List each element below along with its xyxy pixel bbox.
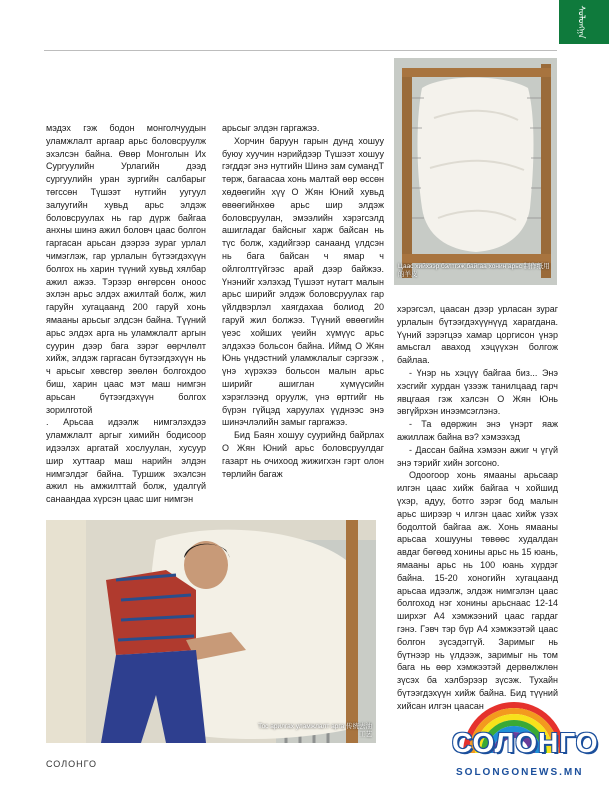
photo-caption-top: Цаас хийхээр бэлтгэж байгаа хонин арьс 制作纸用的羊皮 xyxy=(398,263,550,278)
article-column-3 xyxy=(397,303,558,713)
logo-url: SOLONGONEWS.MN xyxy=(456,767,584,778)
photo-caption-bottom: Тос арилгах уламжлалт арга 传统去油工艺 xyxy=(258,723,372,738)
paragraph: - Та өдөржин энэ үнэрт яаж ажиллаж байна вэ? хэмээхэд xyxy=(397,419,558,442)
paragraph: мэдэх гэж бодон монголчуудын уламжлалт аргаар арьс боловсруулж эхэлсэн байна. Өвөр Монголын Их Сургуулийн Урлагийн дээд сургуулийн уран зургийн салбарыг төгссөн Түшээт нутгийн уугуул залуугийн хувьд арьс элдэж боловсруулах нь гар дүрж байгаа анхны шинэ ажил боловч цаас болгон гаргасан арьсан дээрээ зураг урлал чимэглэж, гар урлалын бүтээгдэхүүн болгох нь харин түүний хувьд хялбар ажил ажээ. Тэрээр өнгөрсөн оноос эхлэн арьс элдэх ажилтай болж, жил гаруйн хугацаанд 200 гаруй хонь ямааны арьсыг элдсэн байна. Түүний арьс элдэх арга нь уламжлалт аргын суурин дээр бага зэрэг өөрчлөлт хийж, элдэж гаргасан бүтээгдэхүүн нь ч арьсыг хөвсгөр зөөлөн болгохдоо биш, харин цаас мэт маш нимгэн арьсан бүтээгдэхүүн болгох зорилготой xyxy=(46,123,206,415)
article-column-1 xyxy=(46,122,206,506)
photo-craftsman xyxy=(46,520,376,743)
paragraph: хэрэгсэл, цаасан дээр урласан зураг урлалын бүтээгдэхүүнүүд харагдана. Үүний зэрэгцээ хамар цоргисон үнэр амьсгал аваход хэцүүхэн болгож байлаа. xyxy=(397,304,558,366)
paragraph: Бид Баян хошуу суурийнд байрлах О Жян Юний арьс боловсруулдаг газарт нь очихоод жижигхэн гэрт олон төрлийн багаж xyxy=(222,430,384,479)
paragraph: - Дассан байна хэмээн ажиг ч үгүй энэ тэрийг хийн зогсоно. xyxy=(397,444,558,468)
solongo-logo xyxy=(434,683,599,793)
header-divider xyxy=(44,50,557,51)
photo-stretched-hide xyxy=(394,58,557,285)
paragraph: Хорчин баруун гарын дунд хошуу буюу хуучин нэрийдээр Түшээт хошуу гэгддэг энэ нутгийн Шинэ зам сумандТ төрж, багаасаа хонь малтай өөр өссөн хөдөөгийн хүү О Жян Юний хувьд өвөөгийнхөө арьс шир элдэж боловсруулан, эмээлийн хэрэгсэлд ашигладаг байсныг харж байсан нь түс болж, хэдийгээр санаанд үлдсэн нь бага байсан ч ямар ч ойлголтгүйгээс арай дээр байжээ. Үнэнийг хэлэхэд Түшээт нутагт малын арьс ширийг элдэж боловсруулах гар үйлдвэрлэл хаягдахаа болиод 20 гаруй жил болжээ. Түүний өвөөгийн үеэс хойших үеийн хүмүүс арьс элдэхээ больсон байна. Иймд О Жян Юнь үндэстний уламжлалыг сэргээж , үнэ хүрэхээ больсон малын арьс ширийг ашиглан хүмүүсийн хэрэглээнд оруулж, үнэ өртгийг нь бүрэн гүйцэд харуулах үүднээс энэ шинэчлэлийн замыг гаргажээ. xyxy=(222,135,384,428)
paragraph: Одоогоор хонь ямааны арьсаар илгэн цаас хийж байгаа ч хойшид үхэр, адуу, ботго зэрэг бод малын арьс ширээр ч илгэн цаас хийж үзэх бодолтой байгаа аж. Хонь ямааны арьсаа хошууны төвөөс худалдан авдаг бөгөөд хонины арьс нь 15 юань, ямааны арьс нь 100 юань хүрдэг байна. 15-20 хоногийн хугацаанд арьсаа идээлж, элдэж нимгэлэн цаас болгоход нэг хонины арьснаас 12-14 ширхэг А4 хэмжээний цаас гардаг гэнэ. Гэвч тэр бүр А4 хэмжээтэй цаас болгон зүсэдэггүй. Заримыг нь бүтнээр нь үлдээж, заримыг нь том бага нь өөр хэмжээтэй дервөлжлөн зүсэх ба хэлбэрээр зүсэж. Тухайн бүтээгдэхүүн хийж байна. Бид түүний хийсан илгэн цаасан xyxy=(397,470,558,711)
footer-magazine-name: СОЛОНГО xyxy=(46,759,97,769)
logo-wordmark: СОЛОНГО xyxy=(452,727,599,758)
article-column-2 xyxy=(222,122,384,480)
craftsman-illustration xyxy=(46,520,376,743)
paragraph: . Арьсаа идээлж нимгэлэхдээ уламжлалт аргыг химийн бодисоор идээлэх аргатай хослуулан, хусуур шир хуттаар маш нарийн элдэн нимгэлдэг байна. Туршиж эхэлсэн ажил нь амжилттай болж, удалгүй санаандаа хүрсэн цаас шиг нимгэн xyxy=(46,417,206,505)
section-tab-label: ᠰᠣᠯᠣᠩᠭ᠋ᠠ xyxy=(576,5,586,39)
paragraph: - Үнэр нь хэцүү байгаа биз... Энэ хэсгийг хурдан үзээж танилцаад гарч явцгаая гэж хэлсэн О Жян Юнь эвгүйрхэн инээмсэглэнэ. xyxy=(397,367,558,417)
section-tab xyxy=(559,0,609,44)
stretched-hide-illustration xyxy=(394,58,557,285)
paragraph: арьсыг элдэн гаргажээ. xyxy=(222,123,320,133)
